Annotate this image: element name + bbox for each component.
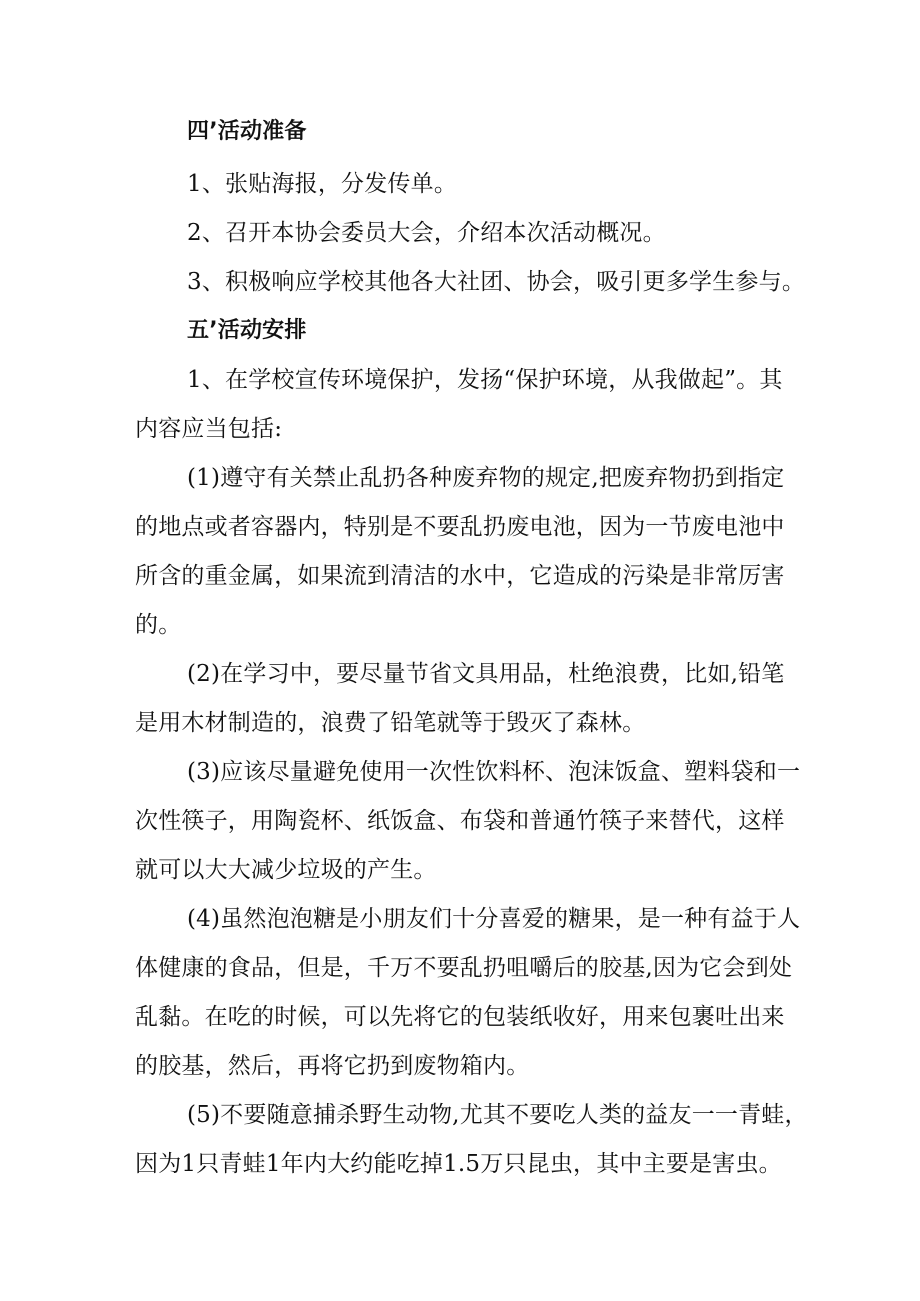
paragraph-4-line-1: (4)虽然泡泡糖是小朋友们十分喜爱的糖果，是一种有益于人 <box>187 906 801 932</box>
paragraph-1-line-1: (1)遵守有关禁止乱扔各种废弃物的规定,把废弃物扔到指定 <box>187 465 785 491</box>
paragraph-4-line-2: 体健康的食品，但是，千万不要乱扔咀嚼后的胶基,因为它会到处 <box>135 955 793 981</box>
section-5-heading: 五’活动安排 <box>187 318 307 343</box>
prep-item-1: 1、张贴海报，分发传单。 <box>187 171 458 197</box>
paragraph-1-line-2: 的地点或者容器内，特别是不要乱扔废电池，因为一节废电池中 <box>135 514 785 540</box>
paragraph-4-line-3: 乱黏。在吃的时候，可以先将它的包装纸收好，用来包裹吐出来 <box>135 1004 785 1030</box>
paragraph-4-line-4: 的胶基，然后，再将它扔到废物箱内。 <box>135 1053 530 1079</box>
paragraph-1-line-4: 的。 <box>135 612 182 638</box>
paragraph-3-line-1: (3)应该尽量避免使用一次性饮料杯、泡沫饭盒、塑料袋和一 <box>187 759 801 785</box>
paragraph-3-line-2: 次性筷子，用陶瓷杯、纸饭盒、布袋和普通竹筷子来替代，这样 <box>135 808 785 834</box>
paragraph-1-line-3: 所含的重金属，如果流到清洁的水中，它造成的污染是非常厉害 <box>135 563 785 589</box>
arrangement-intro-line-1: 1、在学校宣传环境保护，发扬“保护环境，从我做起”。其 <box>187 367 783 393</box>
paragraph-3-line-3: 就可以大大减少垃圾的产生。 <box>135 857 437 883</box>
arrangement-intro-line-2: 内容应当包括: <box>135 416 283 442</box>
section-4-heading: 四’活动准备 <box>187 119 307 144</box>
paragraph-2-line-1: (2)在学习中，要尽量节省文具用品，杜绝浪费，比如,铅笔 <box>187 661 785 687</box>
paragraph-2-line-2: 是用木材制造的，浪费了铅笔就等于毁灭了森林。 <box>135 710 646 736</box>
paragraph-5-line-2: 因为1只青蛙1年内大约能吃掉1.5万只昆虫，其中主要是害虫。 <box>135 1151 782 1177</box>
prep-item-3: 3、积极响应学校其他各大社团、协会，吸引更多学生参与。 <box>187 269 806 295</box>
prep-item-2: 2、召开本协会委员大会，介绍本次活动概况。 <box>187 220 666 246</box>
paragraph-5-line-1: (5)不要随意捕杀野生动物,尤其不要吃人类的益友一一青蛙， <box>187 1102 808 1128</box>
